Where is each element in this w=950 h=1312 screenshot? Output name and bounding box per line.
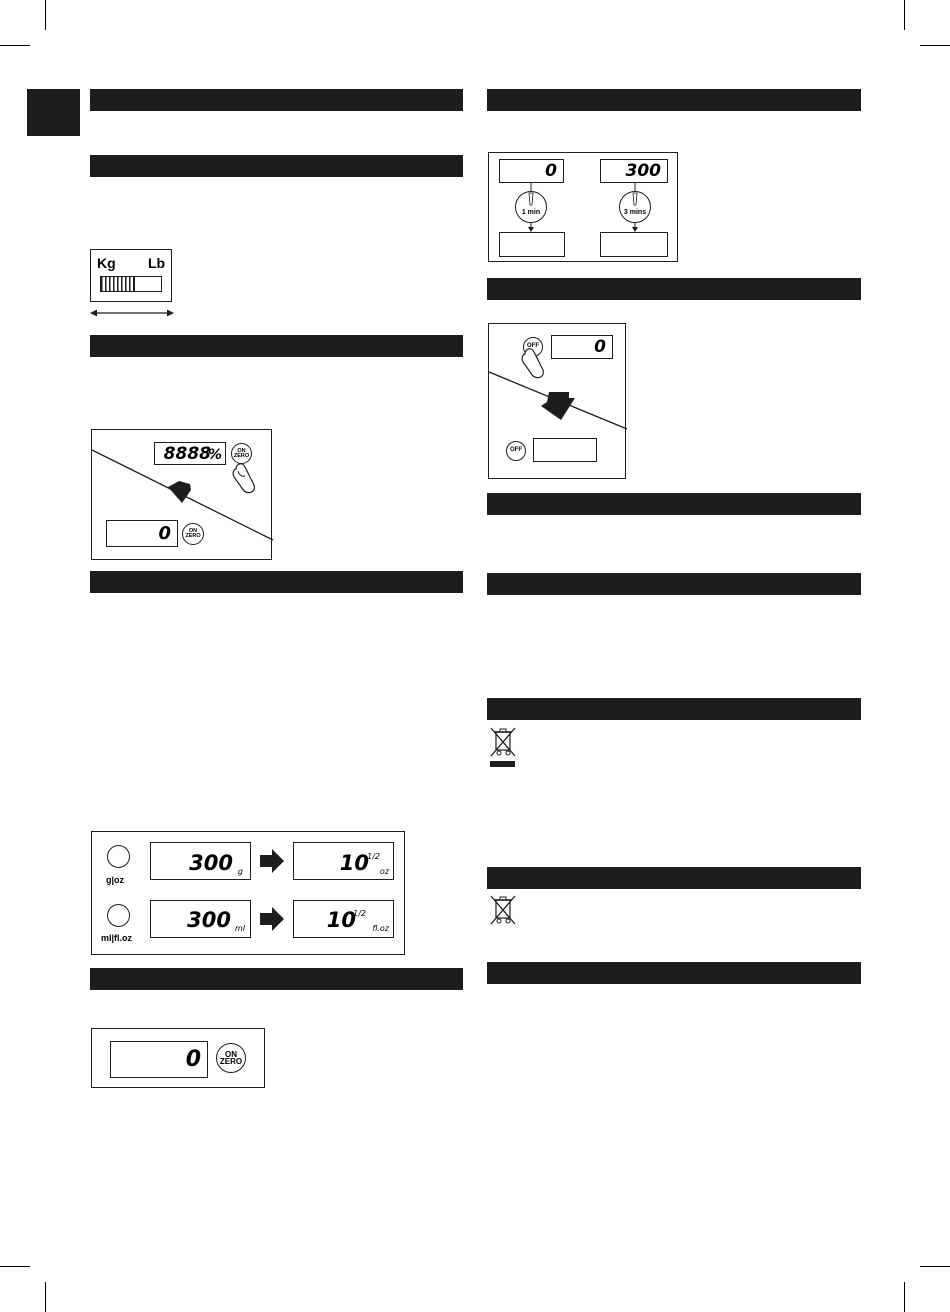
g-oz-button[interactable]: [107, 845, 130, 868]
language-tab: [27, 89, 80, 136]
lcd-fraction: 1/2: [367, 852, 380, 861]
finger-press-icon: [230, 455, 270, 495]
on-zero-button[interactable]: ON ZERO: [216, 1043, 246, 1073]
section-header-bar: [90, 335, 463, 357]
section-header-bar: [90, 968, 463, 990]
manual-off-illustration: [488, 323, 626, 479]
lcd-unit: fl.oz: [372, 924, 389, 933]
section-header-bar: [487, 573, 861, 595]
section-header-bar: [487, 962, 861, 984]
lcd-value: 0: [185, 1047, 201, 1072]
right-arrow-icon: [260, 907, 284, 931]
recycle-bin-crossed-icon: [488, 726, 516, 768]
lcd-display-floz: [293, 900, 394, 938]
section-header-bar: [487, 278, 861, 300]
section-header-bar: [487, 493, 861, 515]
lcd-value: 300: [187, 908, 231, 932]
crop-mark: [0, 1266, 30, 1267]
lcd-display-zero: [110, 1041, 208, 1078]
lcd-unit: %: [207, 447, 222, 463]
right-arrow-icon: [260, 849, 284, 873]
timer-icon-left: [515, 191, 547, 223]
double-arrow-icon: [90, 308, 174, 318]
lcd-display-ounces: [293, 842, 394, 880]
lcd-display-grams: [150, 842, 251, 880]
lcd-value: 300: [625, 161, 661, 181]
lcd-display-blank: [499, 232, 565, 257]
timer-label: 3 mins: [623, 208, 647, 216]
lcd-value: 0: [545, 161, 557, 181]
slide-switch: [100, 276, 162, 292]
g-oz-label: g|oz: [106, 875, 125, 885]
lcd-value: 0: [594, 337, 606, 357]
crop-mark: [920, 1266, 950, 1267]
crop-mark: [904, 1282, 905, 1312]
off-button[interactable]: OFF: [523, 337, 543, 357]
crop-mark: [45, 1282, 46, 1312]
lcd-display-ml: [150, 900, 251, 938]
off-button[interactable]: OFF: [506, 441, 526, 461]
recycle-bin-crossed-icon: [488, 894, 516, 926]
timer-label: 1 min: [521, 208, 541, 216]
section-header-bar: [487, 867, 861, 889]
ml-floz-button[interactable]: [107, 904, 130, 927]
lcd-display-full: [154, 442, 226, 465]
lcd-display-zero: [106, 520, 178, 547]
lcd-value: 10: [339, 851, 369, 875]
on-zero-button[interactable]: ON ZERO: [182, 523, 204, 545]
lcd-fraction: 1/2: [353, 909, 366, 918]
lcd-value: 10: [326, 908, 356, 932]
lcd-value: 300: [189, 851, 233, 875]
section-header-bar: [90, 571, 463, 593]
section-header-bar: [487, 89, 861, 111]
power-on-illustration: [91, 429, 272, 560]
ml-floz-label: ml|fl.oz: [101, 933, 133, 943]
lcd-display-zero: [551, 335, 613, 359]
lb-label: Lb: [148, 255, 166, 271]
section-header-bar: [487, 698, 861, 720]
lcd-display-blank: [600, 232, 668, 257]
lcd-display-blank: [533, 438, 597, 462]
tare-illustration: [91, 1028, 265, 1088]
lcd-unit: ml: [234, 924, 245, 933]
lcd-value: 8888: [163, 444, 211, 464]
kg-label: Kg: [97, 255, 116, 271]
on-zero-button[interactable]: ON ZERO: [231, 443, 252, 464]
auto-off-illustration: [488, 152, 678, 262]
crop-mark: [904, 0, 905, 30]
lcd-unit: g: [237, 867, 243, 876]
unit-conversion-illustration: [91, 831, 405, 955]
crop-mark: [0, 45, 30, 46]
section-header-bar: [90, 155, 463, 177]
timer-icon-right: [619, 191, 651, 223]
section-header-bar: [90, 89, 463, 111]
crop-mark: [920, 45, 950, 46]
crop-mark: [45, 0, 46, 30]
lcd-unit: oz: [379, 867, 389, 876]
lcd-value: 0: [158, 523, 171, 544]
unit-switch-illustration: [90, 249, 172, 302]
